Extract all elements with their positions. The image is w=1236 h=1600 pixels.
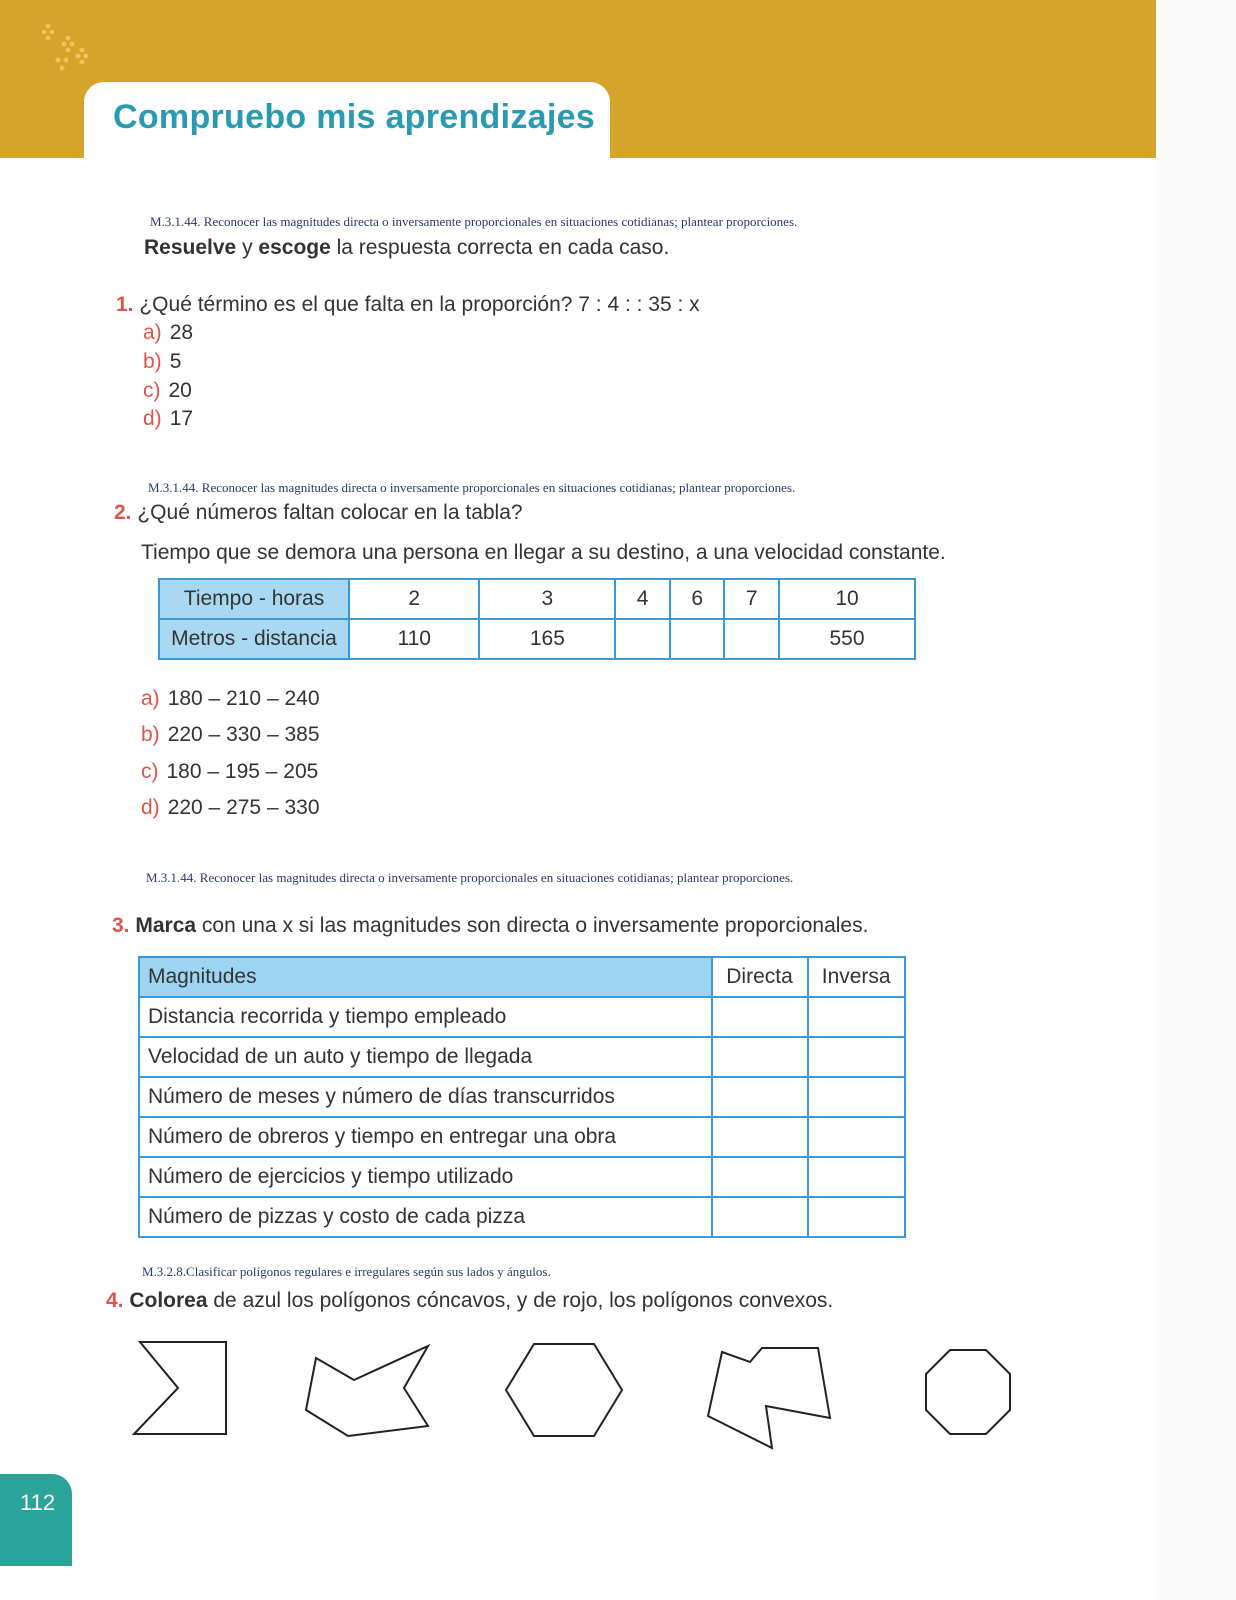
instruction-bold-resuelve: Resuelve — [144, 236, 237, 259]
header-directa: Directa — [712, 957, 809, 997]
table-row — [139, 1197, 905, 1237]
magnitude-label: Distancia recorrida y tiempo empleado — [139, 997, 712, 1037]
option-letter: b) — [143, 350, 162, 373]
question-number: 1. — [116, 293, 134, 316]
question-number: 3. — [112, 914, 130, 937]
option-text: 220 – 275 – 330 — [167, 796, 320, 819]
instruction-connector: y — [236, 236, 259, 259]
checkbox-directa[interactable] — [712, 997, 809, 1037]
standard-code: M.3.1.44. Reconocer las magnitudes directa o inversamente proporcionales en situaciones cotidianas; plantear proporciones. — [150, 214, 798, 229]
standard-code: M.3.1.44. Reconocer las magnitudes directa o inversamente proporcionales en situaciones cotidianas; plantear proporciones. — [148, 480, 796, 495]
table-row — [139, 1117, 905, 1157]
magnitude-label: Número de meses y número de días transcurridos — [139, 1077, 712, 1117]
option[interactable] — [141, 723, 320, 747]
row-header: Tiempo - horas — [159, 579, 349, 619]
option-letter: c) — [141, 760, 159, 783]
row-header: Metros - distancia — [159, 619, 349, 659]
question-bold-word: Colorea — [129, 1289, 208, 1312]
question-number: 2. — [114, 501, 132, 524]
blank-cell[interactable] — [724, 619, 779, 659]
concave-polygon-1[interactable] — [134, 1342, 226, 1434]
page-number: 112 — [20, 1490, 56, 1515]
header-inversa: Inversa — [808, 957, 905, 997]
checkbox-inversa[interactable] — [808, 1037, 905, 1077]
instruction — [144, 236, 669, 260]
question-3 — [112, 914, 868, 938]
table-cell: 550 — [779, 619, 915, 659]
table-header-row — [139, 957, 905, 997]
question-4 — [106, 1289, 833, 1313]
option-text: 180 – 210 – 240 — [167, 687, 320, 710]
option-text: 17 — [169, 407, 194, 430]
page-title: Compruebo mis aprendizajes — [113, 98, 596, 136]
option-letter: b) — [141, 723, 160, 746]
page-number-tab — [0, 1474, 72, 1566]
question-text: ¿Qué números faltan colocar en la tabla? — [137, 501, 523, 524]
option-letter: d) — [143, 407, 162, 430]
table-cell: 10 — [779, 579, 915, 619]
instruction-rest: la respuesta correcta en cada caso. — [330, 236, 670, 259]
proportion-table — [158, 578, 916, 660]
option-text: 28 — [169, 321, 194, 344]
question-text: de azul los polígonos cóncavos, y de rojo, los polígonos convexos. — [207, 1289, 834, 1312]
table-cell: 165 — [479, 619, 615, 659]
option-letter: a) — [143, 321, 162, 344]
question-text: con una x si las magnitudes son directa o inversamente proporcionales. — [196, 914, 869, 937]
table-cell: 6 — [670, 579, 725, 619]
option[interactable] — [143, 379, 192, 403]
table-row — [159, 579, 915, 619]
table-caption: Tiempo que se demora una persona en llegar a su destino, a una velocidad constante. — [141, 541, 946, 564]
page-margin — [1156, 0, 1236, 1600]
blank-cell[interactable] — [615, 619, 670, 659]
polygons-row — [0, 1330, 1156, 1460]
standard-code: M.3.1.44. Reconocer las magnitudes directa o inversamente proporcionales en situaciones cotidianas; plantear proporciones. — [146, 870, 794, 885]
table-row — [139, 1077, 905, 1117]
option[interactable] — [141, 687, 320, 711]
magnitude-label: Número de ejercicios y tiempo utilizado — [139, 1157, 712, 1197]
table-row — [159, 619, 915, 659]
question-2 — [114, 501, 523, 525]
concave-polygon-2[interactable] — [306, 1346, 428, 1436]
checkbox-directa[interactable] — [712, 1037, 809, 1077]
checkbox-inversa[interactable] — [808, 1117, 905, 1157]
table-cell: 2 — [349, 579, 479, 619]
option[interactable] — [141, 796, 320, 820]
question-number: 4. — [106, 1289, 124, 1312]
option-text: 180 – 195 – 205 — [166, 760, 319, 783]
question-bold-word: Marca — [135, 914, 197, 937]
option-text: 220 – 330 – 385 — [167, 723, 320, 746]
checkbox-inversa[interactable] — [808, 1197, 905, 1237]
magnitudes-table — [138, 956, 906, 1238]
standard-code: M.3.2.8.Clasificar polígonos regulares e irregulares según sus lados y ángulos. — [142, 1264, 551, 1279]
magnitude-label: Número de obreros y tiempo en entregar una obra — [139, 1117, 712, 1157]
option-text: 5 — [169, 350, 182, 373]
table-row — [139, 1037, 905, 1077]
checkbox-directa[interactable] — [712, 1077, 809, 1117]
blank-cell[interactable] — [670, 619, 725, 659]
table-row — [139, 997, 905, 1037]
checkbox-inversa[interactable] — [808, 997, 905, 1037]
option-letter: a) — [141, 687, 160, 710]
table-cell: 110 — [349, 619, 479, 659]
checkbox-directa[interactable] — [712, 1117, 809, 1157]
checkbox-inversa[interactable] — [808, 1077, 905, 1117]
option-letter: d) — [141, 796, 160, 819]
magnitude-label: Número de pizzas y costo de cada pizza — [139, 1197, 712, 1237]
question-text: ¿Qué término es el que falta en la proporción? 7 : 4 : : 35 : x — [139, 293, 700, 316]
checkbox-directa[interactable] — [712, 1197, 809, 1237]
checkbox-directa[interactable] — [712, 1157, 809, 1197]
option-text: 20 — [168, 379, 192, 402]
magnitude-label: Velocidad de un auto y tiempo de llegada — [139, 1037, 712, 1077]
octagon-polygon[interactable] — [926, 1350, 1010, 1434]
decorative-dots-icon — [34, 22, 114, 82]
header-magnitudes: Magnitudes — [139, 957, 712, 997]
hexagon-polygon[interactable] — [506, 1344, 622, 1436]
table-cell: 4 — [615, 579, 670, 619]
option[interactable] — [143, 350, 181, 374]
table-cell: 3 — [479, 579, 615, 619]
concave-polygon-3[interactable] — [708, 1348, 830, 1448]
option[interactable] — [143, 321, 193, 345]
option-letter: c) — [143, 379, 161, 402]
question-1 — [116, 293, 700, 317]
option[interactable] — [141, 760, 318, 784]
table-row — [139, 1157, 905, 1197]
checkbox-inversa[interactable] — [808, 1157, 905, 1197]
table-cell: 7 — [724, 579, 779, 619]
option[interactable] — [143, 407, 193, 431]
instruction-bold-escoge: escoge — [258, 236, 331, 259]
